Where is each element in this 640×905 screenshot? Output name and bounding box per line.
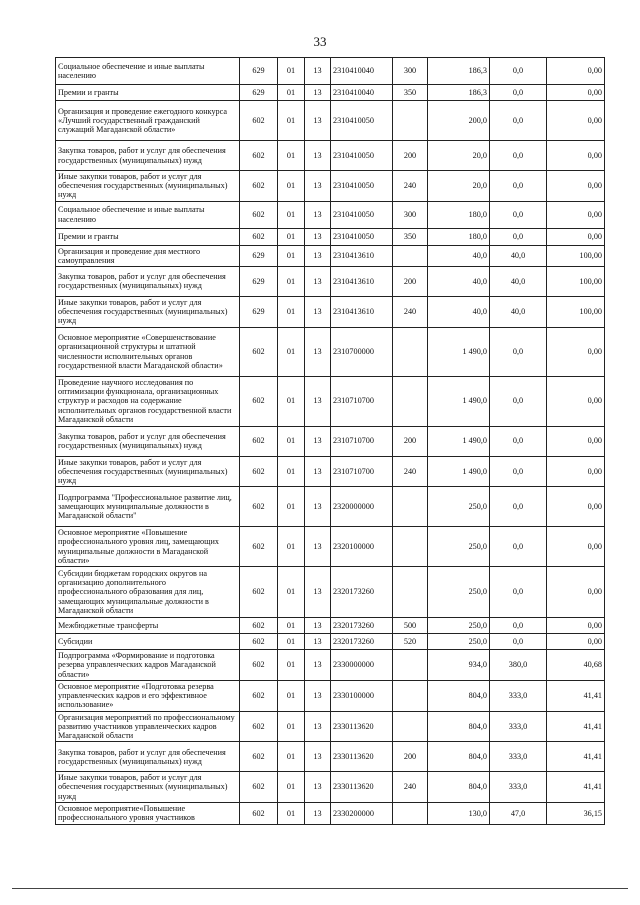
executed-amount-cell: 333,0	[490, 742, 547, 772]
executed-amount-cell: 0,0	[490, 141, 547, 171]
section-code-cell: 01	[278, 201, 305, 228]
subsection-code-cell: 13	[305, 802, 331, 824]
expense-type-cell	[393, 376, 428, 426]
ministry-code-cell: 602	[240, 634, 278, 650]
expense-type-cell: 300	[393, 58, 428, 85]
subsection-code-cell: 13	[305, 245, 331, 266]
section-code-cell: 01	[278, 141, 305, 171]
subsection-code-cell: 13	[305, 296, 331, 327]
execution-percent-cell: 41,41	[547, 742, 605, 772]
ministry-code-cell: 629	[240, 296, 278, 327]
expense-type-cell: 350	[393, 228, 428, 245]
expense-type-cell: 350	[393, 85, 428, 101]
subsection-code-cell: 13	[305, 171, 331, 202]
executed-amount-cell: 0,0	[490, 567, 547, 618]
executed-amount-cell: 0,0	[490, 487, 547, 527]
subsection-code-cell: 13	[305, 426, 331, 456]
execution-percent-cell: 0,00	[547, 327, 605, 376]
table-row	[56, 527, 605, 567]
target-article-cell: 2310410050	[331, 228, 393, 245]
planned-amount-cell: 1 490,0	[428, 327, 490, 376]
ministry-code-cell: 602	[240, 141, 278, 171]
execution-percent-cell: 0,00	[547, 456, 605, 487]
subsection-code-cell: 13	[305, 101, 331, 141]
section-code-cell: 01	[278, 487, 305, 527]
planned-amount-cell: 186,3	[428, 85, 490, 101]
expense-type-cell: 240	[393, 456, 428, 487]
table-row	[56, 296, 605, 327]
execution-percent-cell: 0,00	[547, 527, 605, 567]
subsection-code-cell: 13	[305, 527, 331, 567]
planned-amount-cell: 180,0	[428, 228, 490, 245]
ministry-code-cell: 602	[240, 802, 278, 824]
target-article-cell: 2330100000	[331, 681, 393, 712]
subsection-code-cell: 13	[305, 201, 331, 228]
subsection-code-cell: 13	[305, 376, 331, 426]
row-name-cell: Премии и гранты	[56, 85, 240, 101]
executed-amount-cell: 333,0	[490, 681, 547, 712]
ministry-code-cell: 602	[240, 228, 278, 245]
section-code-cell: 01	[278, 426, 305, 456]
expense-type-cell	[393, 711, 428, 742]
subsection-code-cell: 13	[305, 85, 331, 101]
section-code-cell: 01	[278, 456, 305, 487]
subsection-code-cell: 13	[305, 711, 331, 742]
executed-amount-cell: 333,0	[490, 711, 547, 742]
expense-type-cell	[393, 527, 428, 567]
table-row	[56, 101, 605, 141]
target-article-cell: 2330000000	[331, 650, 393, 681]
expense-type-cell: 200	[393, 266, 428, 296]
planned-amount-cell: 804,0	[428, 711, 490, 742]
row-name-cell: Закупка товаров, работ и услуг для обеспечения государственных (муниципальных) нужд	[56, 426, 240, 456]
planned-amount-cell: 200,0	[428, 101, 490, 141]
execution-percent-cell: 0,00	[547, 141, 605, 171]
row-name-cell: Основное мероприятие «Совершенствование организационной структуры и штатной численности исполнительных органов государственной власти Магаданской области»	[56, 327, 240, 376]
expense-type-cell	[393, 487, 428, 527]
row-name-cell: Основное мероприятие «Повышение профессионального уровня лиц, замещающих муниципальные должности в Магаданской области»	[56, 527, 240, 567]
execution-percent-cell: 0,00	[547, 171, 605, 202]
target-article-cell: 2310410050	[331, 171, 393, 202]
section-code-cell: 01	[278, 618, 305, 634]
target-article-cell: 2320100000	[331, 527, 393, 567]
row-name-cell: Организация и проведение дня местного самоуправления	[56, 245, 240, 266]
row-name-cell: Иные закупки товаров, работ и услуг для обеспечения государственных (муниципальных) нужд	[56, 456, 240, 487]
ministry-code-cell: 602	[240, 650, 278, 681]
row-name-cell: Организация мероприятий по профессиональному развитию участников управленческих кадров Магаданской области	[56, 711, 240, 742]
section-code-cell: 01	[278, 58, 305, 85]
row-name-cell: Основное мероприятие«Повышение профессионального уровня участников	[56, 802, 240, 824]
subsection-code-cell: 13	[305, 681, 331, 712]
expense-type-cell	[393, 650, 428, 681]
table-row	[56, 456, 605, 487]
target-article-cell: 2310413610	[331, 266, 393, 296]
table-body	[56, 58, 605, 825]
expense-type-cell	[393, 327, 428, 376]
subsection-code-cell: 13	[305, 456, 331, 487]
execution-percent-cell: 0,00	[547, 376, 605, 426]
target-article-cell: 2310410050	[331, 141, 393, 171]
table-row	[56, 711, 605, 742]
section-code-cell: 01	[278, 650, 305, 681]
executed-amount-cell: 40,0	[490, 266, 547, 296]
execution-percent-cell: 0,00	[547, 618, 605, 634]
expense-type-cell: 200	[393, 426, 428, 456]
expense-type-cell: 500	[393, 618, 428, 634]
ministry-code-cell: 602	[240, 711, 278, 742]
planned-amount-cell: 40,0	[428, 266, 490, 296]
subsection-code-cell: 13	[305, 266, 331, 296]
section-code-cell: 01	[278, 802, 305, 824]
row-name-cell: Иные закупки товаров, работ и услуг для обеспечения государственных (муниципальных) нужд	[56, 772, 240, 803]
executed-amount-cell: 47,0	[490, 802, 547, 824]
ministry-code-cell: 602	[240, 171, 278, 202]
ministry-code-cell: 602	[240, 567, 278, 618]
executed-amount-cell: 0,0	[490, 201, 547, 228]
row-name-cell: Субсидии бюджетам городских округов на организацию дополнительного профессионального образования для лиц, замещающих муниципальные должности в Магаданской области	[56, 567, 240, 618]
section-code-cell: 01	[278, 85, 305, 101]
expense-type-cell	[393, 802, 428, 824]
row-name-cell: Подпрограмма «Формирование и подготовка резерва управленческих кадров Магаданской области»	[56, 650, 240, 681]
execution-percent-cell: 0,00	[547, 567, 605, 618]
row-name-cell: Подпрограмма "Профессиональное развитие лиц, замещающих муниципальные должности в Магаданской области"	[56, 487, 240, 527]
execution-percent-cell: 100,00	[547, 266, 605, 296]
section-code-cell: 01	[278, 171, 305, 202]
execution-percent-cell: 41,41	[547, 711, 605, 742]
table-row	[56, 742, 605, 772]
subsection-code-cell: 13	[305, 141, 331, 171]
target-article-cell: 2330200000	[331, 802, 393, 824]
table-row	[56, 141, 605, 171]
target-article-cell: 2320173260	[331, 618, 393, 634]
planned-amount-cell: 250,0	[428, 634, 490, 650]
row-name-cell: Организация и проведение ежегодного конкурса «Лучший государственный гражданский служащий Магаданской области»	[56, 101, 240, 141]
execution-percent-cell: 0,00	[547, 58, 605, 85]
section-code-cell: 01	[278, 634, 305, 650]
planned-amount-cell: 130,0	[428, 802, 490, 824]
table-row	[56, 634, 605, 650]
row-name-cell: Иные закупки товаров, работ и услуг для обеспечения государственных (муниципальных) нужд	[56, 171, 240, 202]
table-row	[56, 85, 605, 101]
target-article-cell: 2310410040	[331, 85, 393, 101]
planned-amount-cell: 250,0	[428, 487, 490, 527]
ministry-code-cell: 629	[240, 266, 278, 296]
executed-amount-cell: 0,0	[490, 634, 547, 650]
target-article-cell: 2310413610	[331, 245, 393, 266]
executed-amount-cell: 0,0	[490, 171, 547, 202]
executed-amount-cell: 40,0	[490, 245, 547, 266]
expense-type-cell: 300	[393, 201, 428, 228]
ministry-code-cell: 602	[240, 527, 278, 567]
expense-type-cell: 240	[393, 772, 428, 803]
execution-percent-cell: 0,00	[547, 487, 605, 527]
target-article-cell: 2310413610	[331, 296, 393, 327]
subsection-code-cell: 13	[305, 58, 331, 85]
executed-amount-cell: 333,0	[490, 772, 547, 803]
expense-type-cell: 240	[393, 296, 428, 327]
executed-amount-cell: 40,0	[490, 296, 547, 327]
row-name-cell: Иные закупки товаров, работ и услуг для обеспечения государственных (муниципальных) нужд	[56, 296, 240, 327]
ministry-code-cell: 602	[240, 101, 278, 141]
section-code-cell: 01	[278, 772, 305, 803]
row-name-cell: Социальное обеспечение и иные выплаты населению	[56, 201, 240, 228]
target-article-cell: 2330113620	[331, 772, 393, 803]
executed-amount-cell: 0,0	[490, 618, 547, 634]
ministry-code-cell: 602	[240, 456, 278, 487]
target-article-cell: 2310410040	[331, 58, 393, 85]
execution-percent-cell: 100,00	[547, 296, 605, 327]
execution-percent-cell: 0,00	[547, 228, 605, 245]
table-row	[56, 228, 605, 245]
planned-amount-cell: 1 490,0	[428, 376, 490, 426]
executed-amount-cell: 0,0	[490, 527, 547, 567]
target-article-cell: 2310700000	[331, 327, 393, 376]
row-name-cell: Межбюджетные трансферты	[56, 618, 240, 634]
executed-amount-cell: 380,0	[490, 650, 547, 681]
expense-type-cell: 200	[393, 742, 428, 772]
section-code-cell: 01	[278, 101, 305, 141]
section-code-cell: 01	[278, 527, 305, 567]
expense-type-cell: 200	[393, 141, 428, 171]
subsection-code-cell: 13	[305, 772, 331, 803]
table-row	[56, 327, 605, 376]
ministry-code-cell: 629	[240, 58, 278, 85]
table-row	[56, 618, 605, 634]
table-row	[56, 58, 605, 85]
page-bottom-rule	[12, 888, 628, 889]
section-code-cell: 01	[278, 711, 305, 742]
target-article-cell: 2310410050	[331, 201, 393, 228]
planned-amount-cell: 180,0	[428, 201, 490, 228]
table-row	[56, 650, 605, 681]
execution-percent-cell: 0,00	[547, 101, 605, 141]
ministry-code-cell: 602	[240, 681, 278, 712]
ministry-code-cell: 602	[240, 487, 278, 527]
subsection-code-cell: 13	[305, 650, 331, 681]
table-row	[56, 802, 605, 824]
planned-amount-cell: 40,0	[428, 296, 490, 327]
row-name-cell: Премии и гранты	[56, 228, 240, 245]
executed-amount-cell: 0,0	[490, 228, 547, 245]
table-row	[56, 245, 605, 266]
target-article-cell: 2310710700	[331, 426, 393, 456]
execution-percent-cell: 36,15	[547, 802, 605, 824]
ministry-code-cell: 602	[240, 376, 278, 426]
execution-percent-cell: 0,00	[547, 85, 605, 101]
ministry-code-cell: 602	[240, 327, 278, 376]
row-name-cell: Проведение научного исследования по оптимизации функционала, организационных структур и расходов на содержание исполнительных органов государственной власти Магаданской области	[56, 376, 240, 426]
row-name-cell: Субсидии	[56, 634, 240, 650]
row-name-cell: Закупка товаров, работ и услуг для обеспечения государственных (муниципальных) нужд	[56, 742, 240, 772]
section-code-cell: 01	[278, 228, 305, 245]
table-row	[56, 487, 605, 527]
subsection-code-cell: 13	[305, 487, 331, 527]
expense-type-cell	[393, 567, 428, 618]
target-article-cell: 2320000000	[331, 487, 393, 527]
executed-amount-cell: 0,0	[490, 456, 547, 487]
executed-amount-cell: 0,0	[490, 85, 547, 101]
table-row	[56, 171, 605, 202]
planned-amount-cell: 804,0	[428, 742, 490, 772]
planned-amount-cell: 804,0	[428, 681, 490, 712]
planned-amount-cell: 40,0	[428, 245, 490, 266]
table-row	[56, 376, 605, 426]
planned-amount-cell: 20,0	[428, 141, 490, 171]
table-row	[56, 201, 605, 228]
planned-amount-cell: 250,0	[428, 618, 490, 634]
planned-amount-cell: 804,0	[428, 772, 490, 803]
planned-amount-cell: 1 490,0	[428, 456, 490, 487]
subsection-code-cell: 13	[305, 634, 331, 650]
executed-amount-cell: 0,0	[490, 58, 547, 85]
target-article-cell: 2320173260	[331, 567, 393, 618]
subsection-code-cell: 13	[305, 618, 331, 634]
execution-percent-cell: 41,41	[547, 681, 605, 712]
execution-percent-cell: 40,68	[547, 650, 605, 681]
section-code-cell: 01	[278, 681, 305, 712]
target-article-cell: 2310710700	[331, 376, 393, 426]
planned-amount-cell: 250,0	[428, 527, 490, 567]
ministry-code-cell: 602	[240, 742, 278, 772]
ministry-code-cell: 602	[240, 426, 278, 456]
expense-type-cell: 520	[393, 634, 428, 650]
ministry-code-cell: 602	[240, 618, 278, 634]
ministry-code-cell: 629	[240, 85, 278, 101]
expense-type-cell	[393, 101, 428, 141]
row-name-cell: Закупка товаров, работ и услуг для обеспечения государственных (муниципальных) нужд	[56, 266, 240, 296]
row-name-cell: Закупка товаров, работ и услуг для обеспечения государственных (муниципальных) нужд	[56, 141, 240, 171]
section-code-cell: 01	[278, 567, 305, 618]
section-code-cell: 01	[278, 266, 305, 296]
row-name-cell: Основное мероприятие «Подготовка резерва управленческих кадров и его эффективное использование»	[56, 681, 240, 712]
execution-percent-cell: 0,00	[547, 201, 605, 228]
target-article-cell: 2330113620	[331, 742, 393, 772]
planned-amount-cell: 250,0	[428, 567, 490, 618]
table-row	[56, 681, 605, 712]
ministry-code-cell: 629	[240, 245, 278, 266]
executed-amount-cell: 0,0	[490, 426, 547, 456]
execution-percent-cell: 41,41	[547, 772, 605, 803]
page-number: 33	[313, 34, 327, 49]
ministry-code-cell: 602	[240, 201, 278, 228]
execution-percent-cell: 0,00	[547, 634, 605, 650]
table-row	[56, 772, 605, 803]
target-article-cell: 2310710700	[331, 456, 393, 487]
target-article-cell: 2310410050	[331, 101, 393, 141]
planned-amount-cell: 934,0	[428, 650, 490, 681]
executed-amount-cell: 0,0	[490, 327, 547, 376]
expense-type-cell	[393, 245, 428, 266]
table-row	[56, 426, 605, 456]
expense-type-cell	[393, 681, 428, 712]
planned-amount-cell: 186,3	[428, 58, 490, 85]
section-code-cell: 01	[278, 296, 305, 327]
subsection-code-cell: 13	[305, 742, 331, 772]
table-row	[56, 266, 605, 296]
section-code-cell: 01	[278, 245, 305, 266]
section-code-cell: 01	[278, 742, 305, 772]
planned-amount-cell: 20,0	[428, 171, 490, 202]
executed-amount-cell: 0,0	[490, 376, 547, 426]
planned-amount-cell: 1 490,0	[428, 426, 490, 456]
table-row	[56, 567, 605, 618]
row-name-cell: Социальное обеспечение и иные выплаты населению	[56, 58, 240, 85]
target-article-cell: 2330113620	[331, 711, 393, 742]
executed-amount-cell: 0,0	[490, 101, 547, 141]
ministry-code-cell: 602	[240, 772, 278, 803]
subsection-code-cell: 13	[305, 228, 331, 245]
execution-percent-cell: 100,00	[547, 245, 605, 266]
section-code-cell: 01	[278, 376, 305, 426]
execution-percent-cell: 0,00	[547, 426, 605, 456]
budget-table	[55, 57, 605, 825]
expense-type-cell: 240	[393, 171, 428, 202]
subsection-code-cell: 13	[305, 327, 331, 376]
section-code-cell: 01	[278, 327, 305, 376]
subsection-code-cell: 13	[305, 567, 331, 618]
target-article-cell: 2320173260	[331, 634, 393, 650]
